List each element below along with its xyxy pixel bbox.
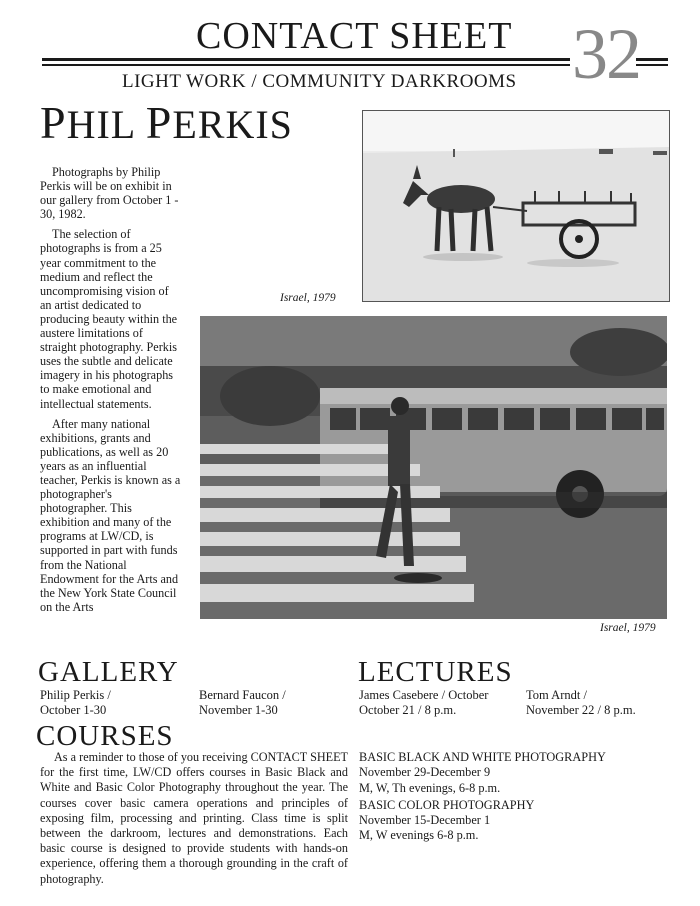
gallery-artist: Bernard Faucon / <box>199 688 286 702</box>
gallery-entry <box>40 688 111 718</box>
lecture-entry <box>526 688 636 718</box>
courses-paragraph: As a reminder to those of you receiving CONTACT SHEET for the first time, LW/CD offers courses in Basic Black and White and Basic Color Photography throughout the year. The courses cover basic camera operations and principles of exposing film, processing and printing. Class time is split between the darkroom, lectures and demonstrations. Each basic course is designed to provide students with hands-on experience, offering them a thorough grounding in the craft of photography. <box>40 750 348 886</box>
title-part: ERKIS <box>172 102 293 147</box>
lecture-dates: November 22 / 8 p.m. <box>526 703 636 717</box>
course-dates: November 29-December 9 <box>359 765 491 780</box>
article-body <box>40 165 182 620</box>
masthead-title: CONTACT SHEET <box>196 15 513 57</box>
article-paragraph: Photographs by Philip Perkis will be on exhibit in our gallery from October 1 - 30, 1982. <box>40 165 179 222</box>
photo-donkey-cart <box>362 110 670 302</box>
masthead-subtitle: LIGHT WORK / COMMUNITY DARKROOMS <box>122 71 517 92</box>
lecture-speaker: Tom Arndt / <box>526 688 587 702</box>
gallery-artist: Philip Perkis / <box>40 688 111 702</box>
photo-bus-crosswalk <box>200 316 667 619</box>
donkey-cart-image <box>363 111 669 301</box>
course-item <box>359 750 659 796</box>
course-name: BASIC BLACK AND WHITE PHOTOGRAPHY <box>359 750 606 764</box>
photo-caption: Israel, 1979 <box>600 622 656 634</box>
article-paragraph: The selection of photographs is from a 25 year commitment to the medium and reflect the uncompromising vision of an artist dedicated to producing beauty within the austere limitations of straight photography. Perkis uses the subtle and delicate imagery in his photographs to make emotional and intellectual statements. <box>40 227 178 411</box>
masthead-rule <box>42 64 570 66</box>
bus-crosswalk-image <box>200 316 667 619</box>
gallery-entry <box>199 688 286 718</box>
lecture-speaker: James Casebere / October <box>359 688 489 702</box>
gallery-dates: October 1-30 <box>40 703 107 717</box>
masthead-rule <box>636 64 668 66</box>
lectures-heading: LECTURES <box>358 656 513 688</box>
gallery-heading: GALLERY <box>38 656 179 688</box>
article-title <box>40 97 293 148</box>
courses-heading: COURSES <box>36 720 174 752</box>
title-initial: P <box>145 97 173 148</box>
lecture-entry <box>359 688 488 718</box>
masthead-rule <box>636 58 668 61</box>
course-times: M, W evenings 6-8 p.m. <box>359 828 479 843</box>
gallery-dates: November 1-30 <box>199 703 278 717</box>
masthead-rule <box>42 58 570 61</box>
lecture-dates: October 21 / 8 p.m. <box>359 703 457 717</box>
course-times: M, W, Th evenings, 6-8 p.m. <box>359 780 501 795</box>
article-paragraph: After many national exhibitions, grants and publications, as well as 20 years as an influential teacher, Perkis is known as a photographer's photographer. This exhibition and many of the programs at LW/CD, is supported in part with funds from the National Endowment for the Arts and the New York State Council on the Arts <box>40 416 181 614</box>
courses-body <box>40 750 348 887</box>
title-initial: P <box>40 97 67 148</box>
title-part: HIL <box>66 102 135 147</box>
issue-number: 32 <box>572 14 640 94</box>
course-item <box>359 798 659 844</box>
course-list <box>359 750 659 846</box>
course-dates: November 15-December 1 <box>359 813 491 828</box>
course-name: BASIC COLOR PHOTOGRAPHY <box>359 797 535 812</box>
photo-caption: Israel, 1979 <box>280 292 336 304</box>
